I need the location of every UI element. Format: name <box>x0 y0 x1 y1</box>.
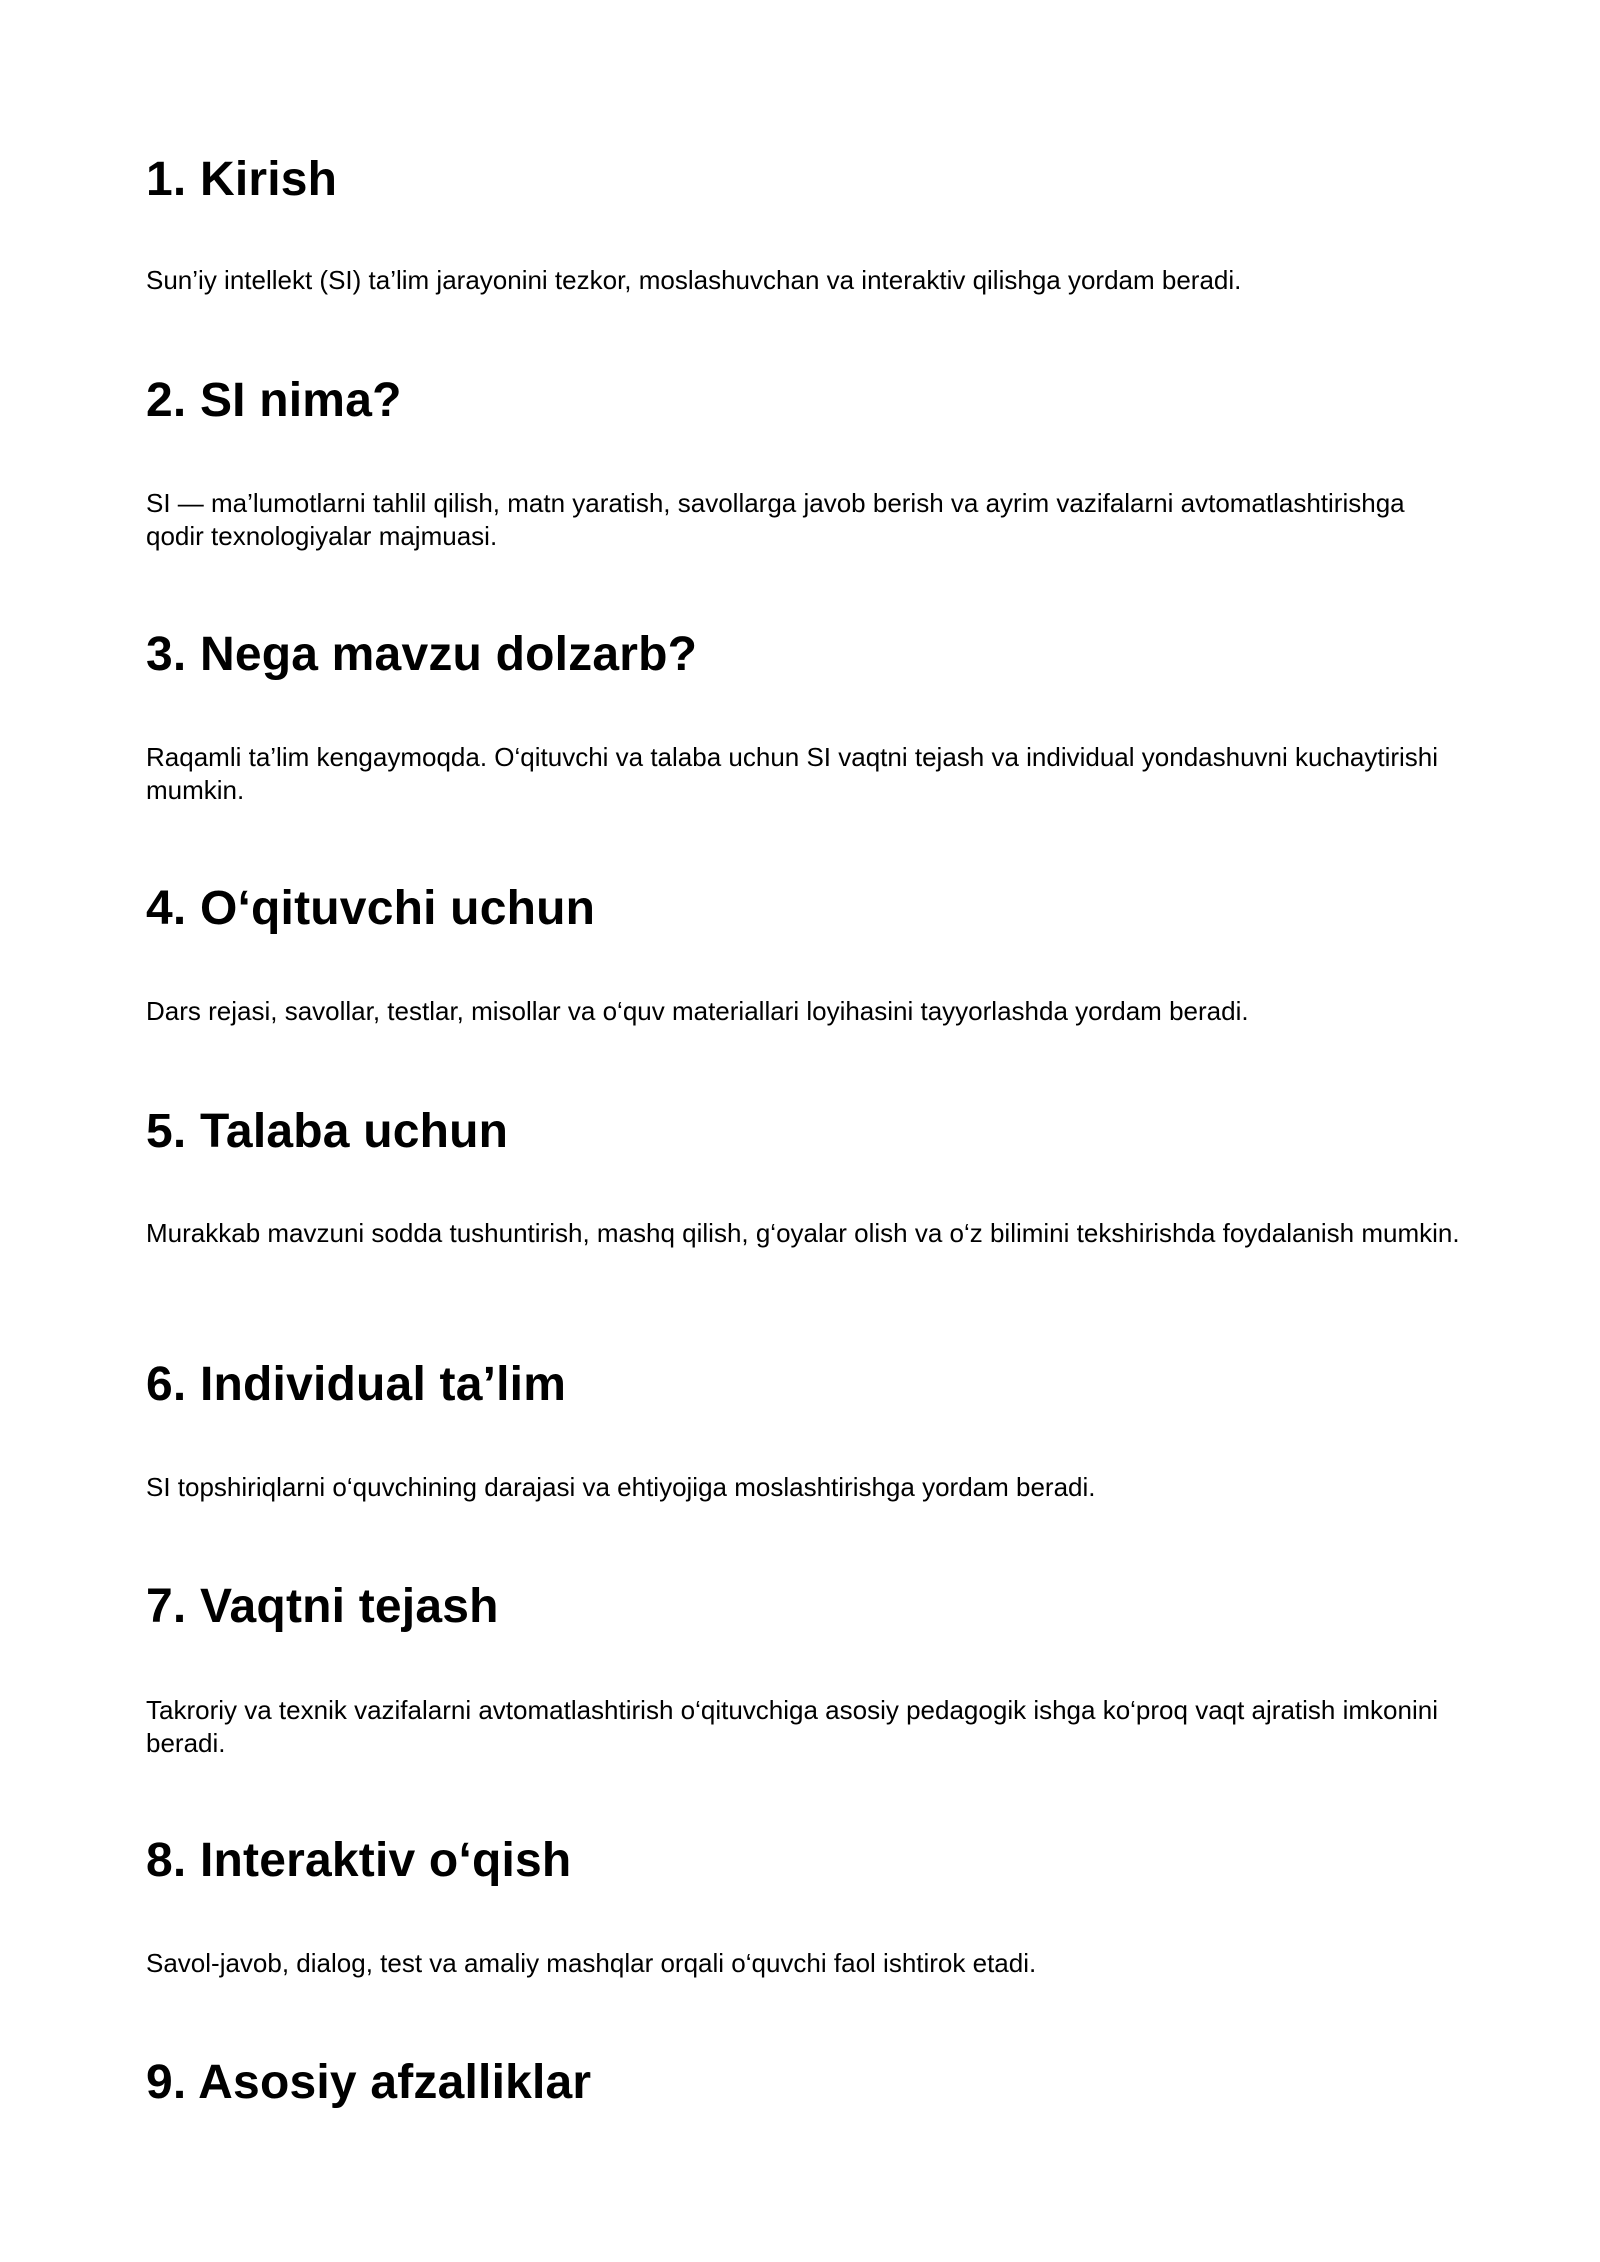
section-body: Savol-javob, dialog, test va amaliy mashqlar orqali o‘quvchi faol ishtirok etadi. <box>146 1948 1037 1978</box>
section-heading: 7. Vaqtni tejash <box>146 1580 499 1633</box>
section-heading: 5. Talaba uchun <box>146 1105 509 1158</box>
section-heading: 4. O‘qituvchi uchun <box>146 882 596 935</box>
section-body: SI topshiriqlarni o‘quvchining darajasi va ehtiyojiga moslashtirishga yordam beradi. <box>146 1472 1096 1502</box>
section-si-nima <box>146 373 1466 551</box>
section-body: Takroriy va texnik vazifalarni avtomatlashtirish o‘qituvchiga asosiy pedagogik ishga ko‘proq vaqt ajratish imkonini beradi. <box>146 1695 1438 1758</box>
section-heading: 3. Nega mavzu dolzarb? <box>146 628 698 681</box>
section-interaktiv-oqish <box>146 1833 1466 1978</box>
section-talaba-uchun <box>146 1104 1466 1248</box>
section-heading: 6. Individual ta’lim <box>146 1358 567 1411</box>
section-heading: 2. SI nima? <box>146 374 402 427</box>
section-body: Raqamli ta’lim kengaymoqda. O‘qituvchi va talaba uchun SI vaqtni tejash va individual yondashuvni kuchaytirishi mumkin. <box>146 742 1439 805</box>
section-oqituvchi-uchun <box>146 881 1466 1026</box>
section-heading: 9. Asosiy afzalliklar <box>146 2056 592 2109</box>
section-body: SI — ma’lumotlarni tahlil qilish, matn yaratish, savollarga javob berish va ayrim vazifalarni avtomatlashtirishga qodir texnologiyalar majmuasi. <box>146 488 1405 551</box>
section-heading: 1. Kirish <box>146 153 338 206</box>
section-asosiy-afzalliklar <box>146 2055 1466 2111</box>
section-body: Dars rejasi, savollar, testlar, misollar va o‘quv materiallari loyihasini tayyorlashda yordam beradi. <box>146 996 1249 1026</box>
section-body: Sun’iy intellekt (SI) ta’lim jarayonini tezkor, moslashuvchan va interaktiv qilishga yordam beradi. <box>146 265 1242 295</box>
section-individual-talim <box>146 1357 1466 1502</box>
section-dolzarb <box>146 627 1466 805</box>
section-kirish <box>146 152 1466 295</box>
section-heading: 8. Interaktiv o‘qish <box>146 1834 572 1887</box>
section-vaqtni-tejash <box>146 1579 1466 1758</box>
section-body: Murakkab mavzuni sodda tushuntirish, mashq qilish, g‘oyalar olish va o‘z bilimini tekshirishda foydalanish mumkin. <box>146 1218 1460 1248</box>
